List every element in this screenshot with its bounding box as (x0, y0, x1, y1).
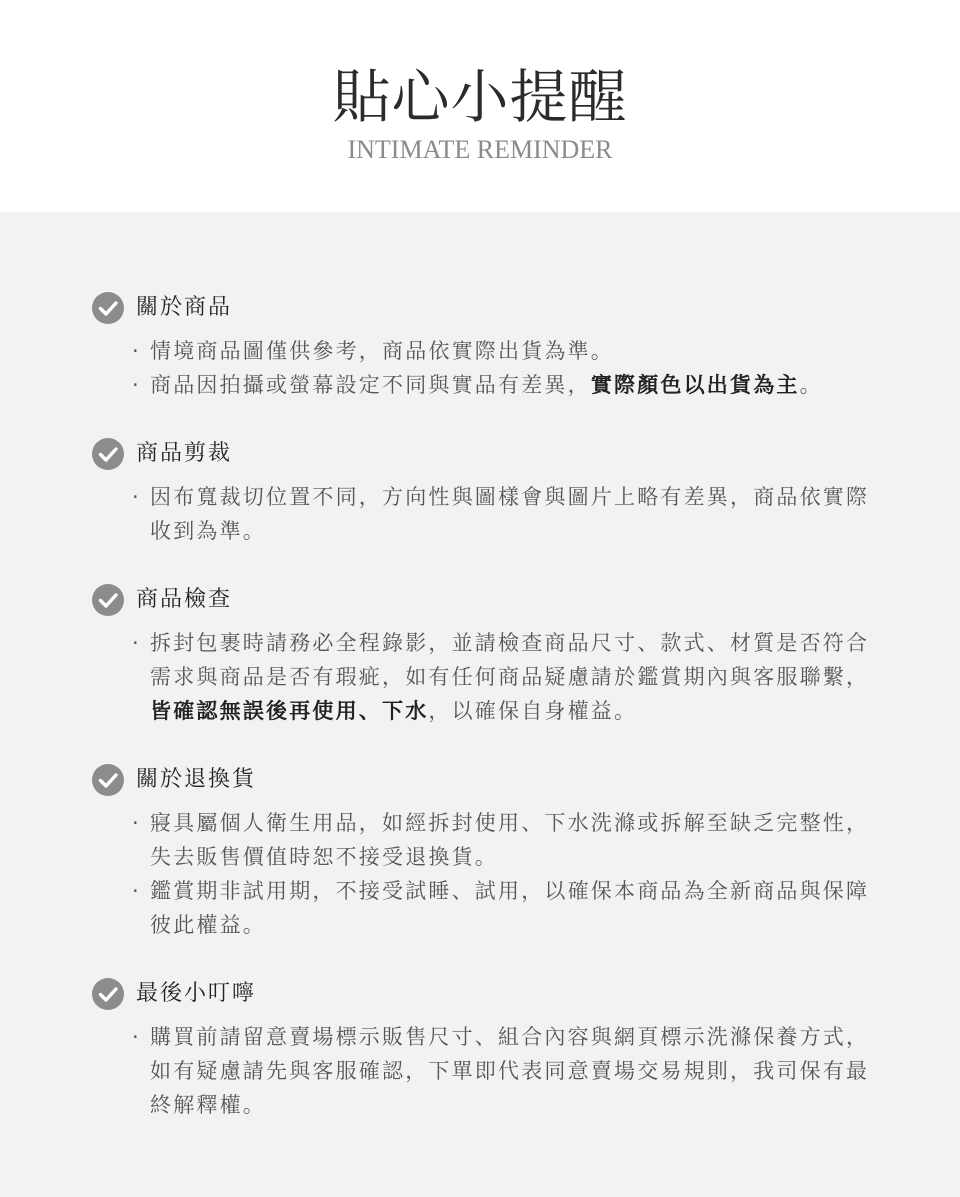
check-circle-icon (92, 438, 124, 470)
emphasis-text: 皆確認無誤後再使用、下水 (150, 699, 429, 723)
section-header (92, 584, 892, 618)
section-final-reminder (92, 978, 892, 1122)
emphasis-text: 實際顏色以出貨為主 (590, 373, 800, 397)
list-item: · 商品因拍攝或螢幕設定不同與實品有差異，實際顏色以出貨為主。 (132, 368, 870, 402)
section-title: 關於退換貨 (136, 767, 257, 792)
check-circle-icon (92, 978, 124, 1010)
section-title: 商品檢查 (136, 587, 233, 612)
check-circle-icon (92, 584, 124, 616)
section-title: 商品剪裁 (136, 441, 233, 466)
list-item: · 情境商品圖僅供參考，商品依實際出貨為準。 (132, 334, 870, 368)
list-item: · 購買前請留意賣場標示販售尺寸、組合內容與網頁標示洗滌保養方式，如有疑慮請先與客服確認，下單即代表同意賣場交易規則，我司保有最終解釋權。 (132, 1020, 870, 1122)
check-circle-icon (92, 764, 124, 796)
check-circle-icon (92, 292, 124, 324)
page-title: 貼心小提醒 (332, 63, 628, 131)
reminder-panel (0, 212, 960, 1197)
list-item: · 寢具屬個人衛生用品，如經拆封使用、下水洗滌或拆解至缺乏完整性，失去販售價值時恕不接受退換貨。 (132, 806, 870, 874)
section-about-product (92, 292, 892, 402)
section-header (92, 292, 892, 326)
section-title: 關於商品 (136, 295, 233, 320)
list-item: · 因布寬裁切位置不同，方向性與圖樣會與圖片上略有差異，商品依實際收到為準。 (132, 480, 870, 548)
section-title: 最後小叮嚀 (136, 981, 257, 1006)
section-header (92, 978, 892, 1012)
page-subtitle: INTIMATE REMINDER (347, 135, 613, 164)
section-header (92, 438, 892, 472)
section-returns (92, 764, 892, 942)
page-header (0, 0, 960, 212)
section-header (92, 764, 892, 798)
list-item: · 拆封包裹時請務必全程錄影，並請檢查商品尺寸、款式、材質是否符合需求與商品是否有瑕疵，如有任何商品疑慮請於鑑賞期內與客服聯繫，皆確認無誤後再使用、下水，以確保自身權益。 (132, 626, 870, 728)
section-cutting (92, 438, 892, 548)
section-inspection (92, 584, 892, 728)
list-item: · 鑑賞期非試用期，不接受試睡、試用，以確保本商品為全新商品與保障彼此權益。 (132, 874, 870, 942)
